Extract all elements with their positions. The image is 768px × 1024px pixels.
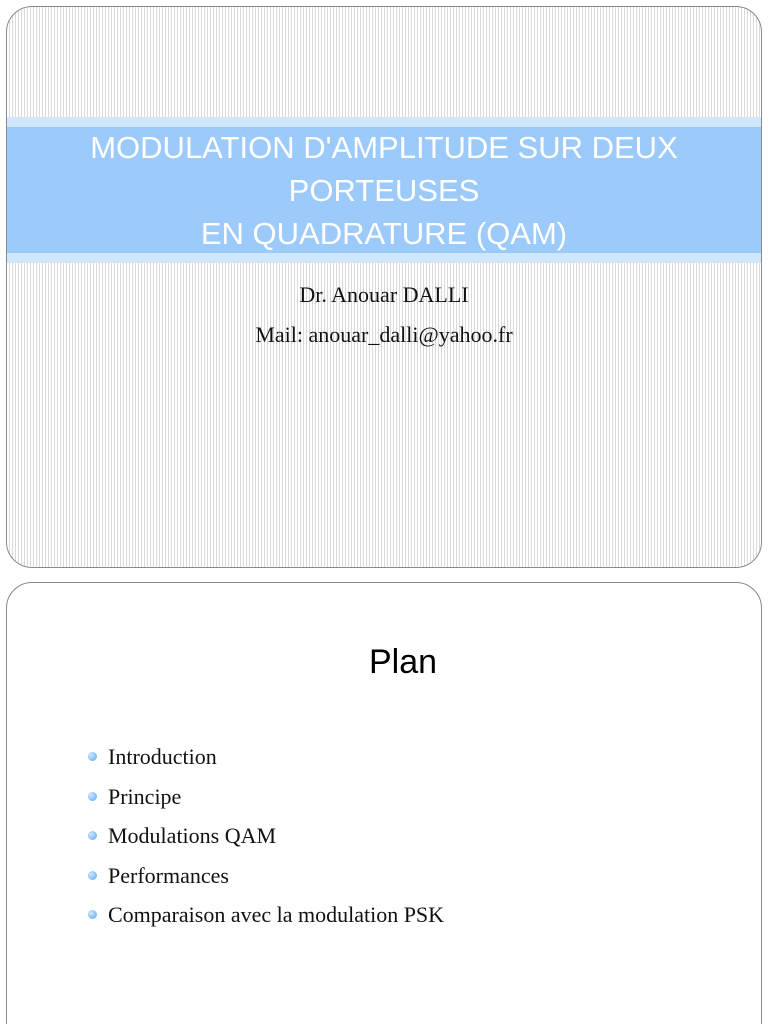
bullet-icon: [88, 752, 97, 761]
author-block: [7, 275, 761, 355]
plan-item-introduction: [85, 737, 444, 777]
plan-list: [85, 737, 444, 935]
bullet-icon: [88, 792, 97, 801]
plan-item-label: Performances: [108, 862, 229, 888]
title-slide: [6, 6, 762, 568]
plan-item-label: Principe: [108, 783, 182, 809]
plan-item-principe: [85, 777, 444, 817]
plan-title: Plan: [368, 643, 438, 681]
plan-slide: [6, 582, 762, 1024]
author-name: Dr. Anouar DALLI: [299, 282, 469, 307]
plan-item-modulations-qam: [85, 816, 444, 856]
bullet-icon: [88, 871, 97, 880]
plan-item-label: Comparaison avec la modulation PSK: [108, 902, 445, 927]
bullet-icon: [88, 831, 97, 840]
plan-item-comparaison: [85, 895, 444, 935]
slide-title-line-1: MODULATION D'AMPLITUDE SUR DEUX: [90, 129, 678, 165]
plan-item-label: Introduction: [108, 744, 217, 769]
slide-title-line-2: PORTEUSES: [288, 172, 480, 208]
slide-title-line-3: EN QUADRATURE (QAM): [200, 215, 568, 251]
plan-item-performances: [85, 856, 444, 896]
plan-item-label: Modulations QAM: [108, 823, 277, 848]
slide-title: [7, 127, 761, 253]
bullet-icon: [88, 910, 97, 919]
author-mail: Mail: anouar_dalli@yahoo.fr: [255, 322, 513, 347]
